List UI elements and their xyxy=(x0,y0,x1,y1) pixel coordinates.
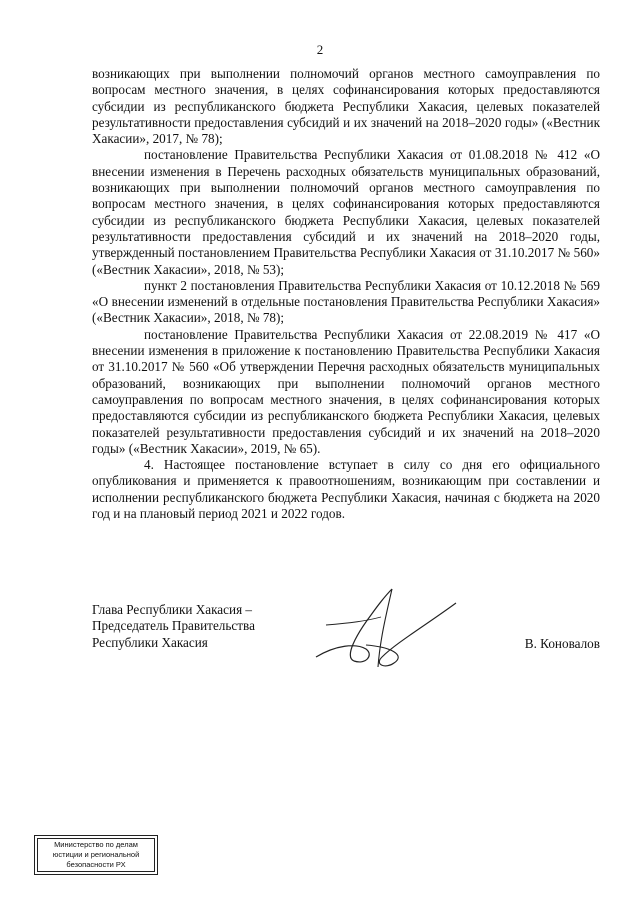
paragraph: 4. Настоящее постановление вступает в силу со дня его официального опубликования и применяется к правоотношениям, возникающим при составлении и исполнении республиканского бюджета Республики Хакасия, начиная с бюджета на 2020 год и на плановый период 2021 и 2022 годов. xyxy=(92,457,600,522)
paragraph: возникающих при выполнении полномочий органов местного самоуправления по вопросам местного значения, в целях софинансирования которых предоставляются субсидии из республиканского бюджета Республики Хакасия, целевых показателей результативности предоставления субсидий и их значений на 2018–2020 годы» («Вестник Хакасии», 2017, № 78); xyxy=(92,66,600,147)
document-body xyxy=(92,66,600,522)
page-number: 2 xyxy=(316,42,324,57)
signer-title-line: Председатель Правительства xyxy=(92,618,255,634)
handwritten-signature xyxy=(296,585,466,675)
stamp-line: Министерство по делам xyxy=(54,840,138,849)
paragraph: постановление Правительства Республики Хакасия от 22.08.2019 № 417 «О внесении изменения в приложение к постановлению Правительства Республики Хакасия от 31.10.2017 № 560 «Об утверждении Перечня расходных обязательств муниципальных образований, возникающих при выполнении полномочий органов местного самоуправления по вопросам местного значения, в целях софинансирования которых предоставляются субсидии из республиканского бюджета Республики Хакасия, целевых показателей результативности предоставления субсидий и их значений на 2018–2020 годы» («Вестник Хакасии», 2019, № 65). xyxy=(92,326,600,456)
stamp-line: юстиции и региональной xyxy=(52,850,140,859)
paragraph: постановление Правительства Республики Хакасия от 01.08.2018 № 412 «О внесении изменения в Перечень расходных обязательств муниципальных образований, возникающих при выполнении полномочий органов местного самоуправления по вопросам местного значения, в целях софинансирования которых предоставляются субсидии из республиканского бюджета Республики Хакасия, целевых показателей результативности предоставления субсидий и их значений на 2018–2020 годы, утвержденный постановлением Правительства Республики Хакасия от 31.10.2017 № 560» («Вестник Хакасии», 2018, № 53); xyxy=(92,147,600,277)
signer-title-line: Республики Хакасия xyxy=(92,634,208,650)
signer-name: В. Коновалов xyxy=(524,636,600,651)
signer-title-line: Глава Республики Хакасия – xyxy=(92,602,253,617)
registration-stamp xyxy=(37,838,155,872)
paragraph: пункт 2 постановления Правительства Республики Хакасия от 10.12.2018 № 569 «О внесении изменений в отдельные постановления Правительства Республики Хакасия» («Вестник Хакасии», 2018, № 78); xyxy=(92,277,600,326)
stamp-line: безопасности РХ xyxy=(66,860,126,869)
